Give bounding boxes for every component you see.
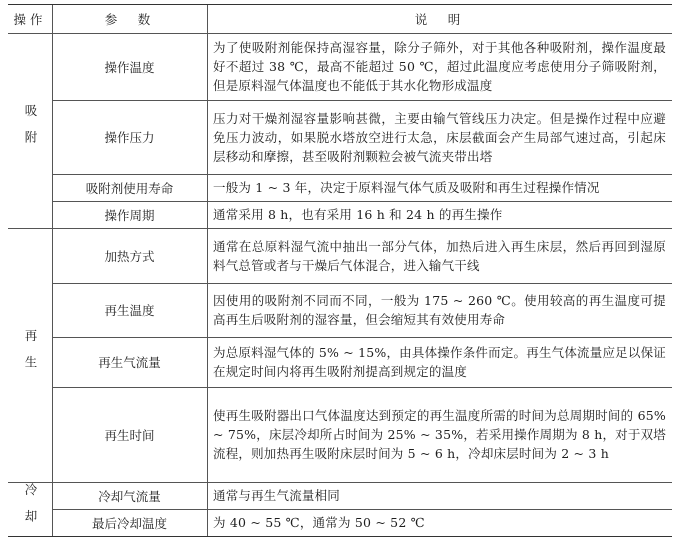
desc-adsorbent-service-life: 一般为 1 ~ 3 年，决定于原料湿气体气质及吸附和再生过程操作情况 bbox=[213, 180, 600, 195]
param-regeneration-time: 再生时间 bbox=[104, 427, 155, 443]
param-operating-pressure: 操作压力 bbox=[104, 130, 155, 145]
desc-cooling-gas-flow: 通常与再生气流量相同 bbox=[213, 488, 341, 503]
desc-regeneration-time: 使再生吸附器出口气体温度达到预定的再生温度所需的时间为总周期时间的 65% ~ 75%，床层冷却所占时间为 25% ~ 35%，若采用操作周期为 8 h，对于双塔流程，则加热再生吸附床层时间为 5 ~ 6 h，冷却床层时间为 2 ~ 3 h bbox=[213, 408, 666, 461]
desc-heating-method: 通常在总原料湿气流中抽出一部分气体，加热后进入再生床层，然后再回到湿原料气总管或者与干燥后气体混合，进入输气干线 bbox=[213, 238, 666, 273]
desc-operating-cycle: 通常采用 8 h，也有采用 16 h 和 24 h 的再生操作 bbox=[213, 207, 503, 222]
desc-operating-pressure: 压力对干燥剂湿容量影响甚微，主要由输气管线压力决定。但是操作过程中应避免压力波动，如果脱水塔放空进行太急，床层截面会产生局部气速过高，引起床层移动和摩擦，甚至吸附剂颗粒会被气流夹带出塔 bbox=[213, 110, 666, 164]
group-label-regeneration: 再生 bbox=[23, 328, 38, 382]
header-parameter: 参 数 bbox=[104, 12, 155, 27]
adsorption-parameters-table bbox=[8, 4, 672, 537]
desc-regeneration-gas-flow: 为总原料湿气体的 5% ~ 15%，由具体操作条件而定。再生气体流量应足以保证在规定时间内将再生吸附剂提高到规定的温度 bbox=[213, 345, 666, 379]
desc-regeneration-temperature: 因使用的吸附剂不同而不同，一般为 175 ~ 260 ℃。使用较高的再生温度可提高再生后吸附剂的湿容量，但会缩短其有效使用寿命 bbox=[213, 293, 666, 327]
param-operating-temperature: 操作温度 bbox=[104, 59, 155, 75]
desc-operating-temperature: 为了使吸附剂能保持高湿容量，除分子筛外，对于其他各种吸附剂，操作温度最好不超过 38 ℃，最高不能超过 50 ℃，超过此温度应考虑使用分子筛吸附剂，但是原料湿气体温度也不能低于其水化物形成温度 bbox=[213, 40, 666, 93]
param-heating-method: 加热方式 bbox=[104, 248, 155, 264]
param-cooling-gas-flow: 冷却气流量 bbox=[98, 488, 161, 504]
param-regeneration-temperature: 再生温度 bbox=[104, 303, 155, 318]
param-operating-cycle: 操作周期 bbox=[104, 207, 155, 223]
header-operation: 操作 bbox=[13, 12, 47, 27]
desc-final-cooling-temperature: 为 40 ~ 55 ℃，通常为 50 ~ 52 ℃ bbox=[213, 515, 425, 530]
param-regeneration-gas-flow: 再生气流量 bbox=[98, 355, 161, 370]
group-label-cooling: 冷却 bbox=[23, 482, 38, 536]
param-final-cooling-temperature: 最后冷却温度 bbox=[91, 515, 167, 531]
param-adsorbent-service-life: 吸附剂使用寿命 bbox=[85, 180, 174, 196]
group-label-adsorption: 吸附 bbox=[23, 104, 38, 157]
header-description: 说 明 bbox=[414, 12, 465, 27]
